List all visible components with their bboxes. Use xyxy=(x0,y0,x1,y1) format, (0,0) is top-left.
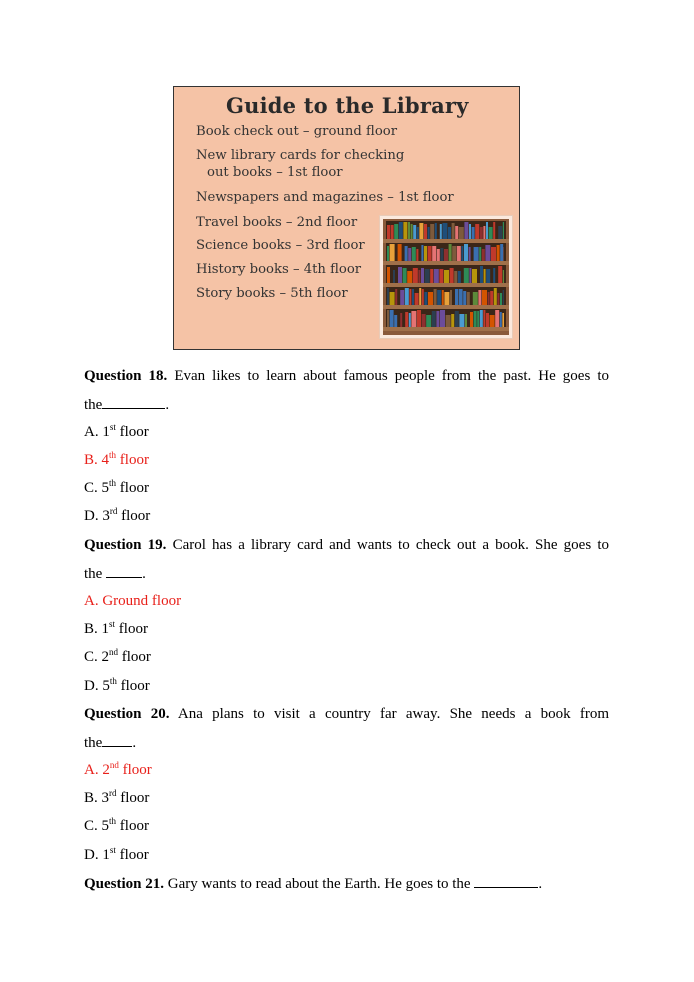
book-spine xyxy=(387,267,390,283)
book-spine xyxy=(469,224,471,239)
book-spine xyxy=(399,222,403,239)
book-spine xyxy=(486,222,488,239)
book-spine xyxy=(421,268,424,283)
book-spine xyxy=(503,222,504,239)
book-spine xyxy=(480,227,483,239)
book-spine xyxy=(442,290,444,305)
option-a-correct: A. 2nd floor xyxy=(84,760,152,778)
question-text: the xyxy=(84,735,103,751)
library-guide-image xyxy=(173,86,520,350)
book-spine xyxy=(440,248,443,261)
bookshelf-illustration xyxy=(379,215,513,339)
question-text: the xyxy=(84,397,103,413)
book-spine xyxy=(405,312,408,327)
book-spine xyxy=(459,227,464,239)
book-spine xyxy=(417,227,419,239)
book-spine xyxy=(424,246,427,261)
book-spine xyxy=(482,249,485,261)
guide-line: Newspapers and magazines – 1st floor xyxy=(196,190,454,205)
book-spine xyxy=(457,246,461,261)
book-spine xyxy=(493,268,495,283)
book-spine xyxy=(424,292,427,305)
book-spine xyxy=(430,224,434,239)
book-spine xyxy=(469,268,471,283)
guide-line: Science books – 3rd floor xyxy=(196,238,365,253)
question-18-stem xyxy=(84,367,609,385)
book-spine xyxy=(484,269,486,283)
book-spine xyxy=(421,245,423,261)
question-21-stem xyxy=(84,874,542,893)
question-label: Question 21. xyxy=(84,876,165,892)
book-spine xyxy=(486,313,489,327)
book-spine xyxy=(486,269,490,283)
book-spine xyxy=(489,227,493,239)
book-spine xyxy=(405,246,408,261)
book-spine xyxy=(446,315,451,327)
book-spine xyxy=(473,292,478,305)
book-spine xyxy=(434,269,439,283)
book-spine xyxy=(493,222,495,239)
question-18-line2 xyxy=(84,395,169,414)
book-spine xyxy=(490,315,495,327)
book-spine xyxy=(503,290,504,305)
book-spine xyxy=(452,223,455,239)
book-spine xyxy=(428,227,430,239)
book-spine xyxy=(412,289,414,305)
book-spine xyxy=(452,246,456,261)
option-c: C. 2nd floor xyxy=(84,647,151,665)
book-spine xyxy=(436,311,439,327)
book-spine xyxy=(405,288,409,305)
book-spine xyxy=(480,310,483,327)
book-spine xyxy=(455,311,459,327)
book-spine xyxy=(498,266,502,283)
option-a: A. 1st floor xyxy=(84,422,149,440)
period: . xyxy=(165,397,170,413)
book-spine xyxy=(474,311,477,327)
book-spine xyxy=(448,227,451,239)
book-spine xyxy=(475,224,479,239)
book-spine xyxy=(426,315,431,327)
question-text: the xyxy=(84,566,107,582)
book-spine xyxy=(467,292,470,305)
guide-line: Travel books – 2nd floor xyxy=(196,215,358,230)
guide-title: Guide to the Library xyxy=(226,93,469,118)
question-label: Question 19. xyxy=(84,537,167,553)
book-spine xyxy=(490,291,493,305)
book-spine xyxy=(480,266,483,283)
guide-line: Story books – 5th floor xyxy=(196,286,348,301)
book-spine xyxy=(477,311,479,327)
question-20-stem xyxy=(84,705,609,723)
book-spine xyxy=(500,312,502,327)
book-spine xyxy=(495,310,499,327)
book-spine xyxy=(491,247,496,261)
book-spine xyxy=(464,244,468,261)
book-spine xyxy=(394,224,398,239)
book-spine xyxy=(422,289,424,305)
answer-blank xyxy=(102,733,132,747)
book-spine xyxy=(464,222,468,239)
book-spine xyxy=(497,245,500,261)
book-spine xyxy=(442,223,447,239)
book-spine xyxy=(430,269,433,283)
book-spine xyxy=(408,222,410,239)
book-spine xyxy=(444,249,448,261)
guide-line: New library cards for checking xyxy=(196,148,405,163)
book-spine xyxy=(461,246,463,261)
book-spine xyxy=(419,223,423,239)
book-spine xyxy=(497,293,499,305)
book-spine xyxy=(469,247,471,261)
option-c: C. 5th floor xyxy=(84,478,149,496)
book-spine xyxy=(472,269,477,283)
question-text: Ana plans to visit a country far away. She needs a book from xyxy=(169,706,610,722)
book-spine xyxy=(413,225,416,239)
book-spine xyxy=(454,271,457,283)
book-spine xyxy=(408,248,411,261)
book-spine xyxy=(488,292,490,305)
book-spine xyxy=(494,288,497,305)
book-spine xyxy=(500,293,502,305)
book-spine xyxy=(393,270,395,283)
book-spine xyxy=(409,313,411,327)
book-spine xyxy=(413,268,418,283)
book-spine xyxy=(387,288,389,305)
book-spine xyxy=(440,310,445,327)
option-d: D. 5th floor xyxy=(84,676,150,694)
book-spine xyxy=(390,244,395,261)
book-spine xyxy=(472,227,475,239)
question-text: Evan likes to learn about famous people from the past. He goes to xyxy=(167,368,609,384)
book-spine xyxy=(400,313,402,327)
option-b: B. 3rd floor xyxy=(84,788,150,806)
bookshelf-icon xyxy=(383,219,509,335)
book-spine xyxy=(470,312,473,327)
book-spine xyxy=(387,246,389,261)
book-spine xyxy=(398,244,402,261)
book-spine xyxy=(424,224,427,239)
book-spine xyxy=(450,268,454,283)
guide-line: Book check out – ground floor xyxy=(196,124,397,139)
question-19-line2 xyxy=(84,564,146,583)
book-spine xyxy=(483,226,485,239)
book-spine xyxy=(474,247,479,261)
book-spine xyxy=(411,311,416,327)
book-spine xyxy=(449,244,452,261)
book-spine xyxy=(485,245,490,261)
book-spine xyxy=(394,315,397,327)
option-d: D. 3rd floor xyxy=(84,506,151,524)
book-spine xyxy=(440,224,442,239)
book-spine xyxy=(450,290,452,305)
book-spine xyxy=(435,223,437,239)
book-spine xyxy=(465,314,467,327)
book-spine xyxy=(428,246,432,261)
book-spine xyxy=(455,226,458,239)
book-spine xyxy=(432,311,436,327)
book-spine xyxy=(411,224,413,239)
guide-line: History books – 4th floor xyxy=(196,262,362,277)
question-19-stem xyxy=(84,536,609,554)
book-spine xyxy=(451,314,454,327)
book-spine xyxy=(459,289,463,305)
book-spine xyxy=(437,290,441,305)
book-spine xyxy=(439,269,443,283)
answer-blank xyxy=(102,395,165,409)
book-spine xyxy=(387,310,389,327)
book-spine xyxy=(463,291,466,305)
book-spine xyxy=(417,310,421,327)
option-d: D. 1st floor xyxy=(84,845,149,863)
book-spine xyxy=(416,249,418,261)
book-spine xyxy=(428,292,433,305)
book-spine xyxy=(391,225,394,239)
book-spine xyxy=(422,314,426,327)
option-c: C. 5th floor xyxy=(84,816,149,834)
option-b: B. 1st floor xyxy=(84,619,148,637)
book-spine xyxy=(418,270,420,283)
book-spine xyxy=(419,288,421,305)
option-b-correct: B. 4th floor xyxy=(84,450,149,468)
book-spine xyxy=(409,289,411,305)
question-text: Carol has a library card and wants to check out a book. She goes to xyxy=(166,537,609,553)
book-spine xyxy=(444,270,449,283)
question-20-line2 xyxy=(84,733,136,752)
book-spine xyxy=(459,314,464,327)
book-spine xyxy=(464,268,469,283)
book-spine xyxy=(387,225,390,239)
book-spine xyxy=(498,226,502,239)
book-spine xyxy=(398,267,402,283)
book-spine xyxy=(412,247,416,261)
period: . xyxy=(132,735,137,751)
period: . xyxy=(142,566,146,582)
book-spine xyxy=(400,290,404,305)
book-spine xyxy=(395,289,397,305)
book-spine xyxy=(415,293,419,305)
answer-blank xyxy=(106,564,142,578)
book-spine xyxy=(444,292,449,305)
book-spine xyxy=(503,270,504,283)
answer-blank xyxy=(474,874,538,888)
question-label: Question 20. xyxy=(84,706,170,722)
book-spine xyxy=(483,310,485,327)
book-spine xyxy=(390,310,394,327)
period: . xyxy=(538,876,543,892)
book-spine xyxy=(479,247,481,261)
book-spine xyxy=(478,290,481,305)
book-spine xyxy=(425,269,430,283)
guide-line: out books – 1st floor xyxy=(207,165,343,180)
book-spine xyxy=(403,268,407,283)
book-spine xyxy=(437,249,440,261)
question-text: Gary wants to read about the Earth. He goes to the xyxy=(164,876,475,892)
book-spine xyxy=(407,271,412,283)
book-spine xyxy=(482,290,487,305)
book-spine xyxy=(403,222,407,239)
book-spine xyxy=(458,271,461,283)
book-spine xyxy=(432,246,436,261)
option-a-correct: A. Ground floor xyxy=(84,593,182,609)
book-spine xyxy=(455,289,458,305)
question-label: Question 18. xyxy=(84,368,168,384)
book-spine xyxy=(390,292,395,305)
book-spine xyxy=(434,289,437,305)
book-spine xyxy=(500,244,503,261)
book-spine xyxy=(502,313,504,327)
